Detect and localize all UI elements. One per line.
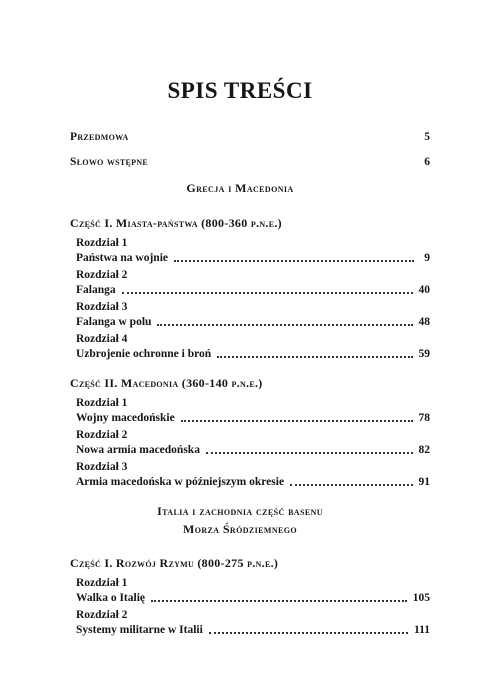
entry-title: Nowa armia macedońska xyxy=(76,444,200,456)
entry-page: 9 xyxy=(424,252,430,264)
dot-leader xyxy=(151,600,407,602)
entry-title: Systemy militarne w Italii xyxy=(76,624,203,636)
entry-page: 105 xyxy=(412,592,430,604)
page-title: SPIS TREŚCI xyxy=(167,78,313,103)
entry-title: Państwa na wojnie xyxy=(76,252,169,264)
toc-entry-preface[interactable] xyxy=(70,130,430,144)
entry-title: Słowo wstępne xyxy=(70,156,149,168)
entry-page: 59 xyxy=(418,348,430,360)
entry-title: Uzbrojenie ochronne i broń xyxy=(76,348,212,360)
chapter-label: Rozdział 4 xyxy=(76,333,128,345)
dot-leader xyxy=(290,484,412,486)
chapter-label: Rozdział 3 xyxy=(76,461,128,473)
entry-page: 111 xyxy=(414,624,430,636)
toc-entry[interactable] xyxy=(76,475,430,489)
dot-leader xyxy=(122,292,413,294)
toc-entry[interactable] xyxy=(76,315,430,329)
chapter-label: Rozdział 3 xyxy=(76,301,128,313)
toc-entry[interactable] xyxy=(76,623,430,637)
chapter-label: Rozdział 1 xyxy=(76,397,128,409)
section-heading: Italia i zachodnia część basenu xyxy=(157,504,323,518)
part-heading: Część II. Macedonia (360-140 p.n.e.) xyxy=(70,376,263,390)
dot-leader xyxy=(206,452,413,454)
entry-title: Wojny macedońskie xyxy=(76,412,175,424)
toc-entry[interactable] xyxy=(76,591,430,605)
section-heading-line2: Morza Śródziemnego xyxy=(183,522,297,536)
entry-title: Armia macedońska w późniejszym okresie xyxy=(76,476,285,488)
chapter-label: Rozdział 2 xyxy=(76,269,128,281)
entry-page: 40 xyxy=(418,284,430,296)
entry-title: Walka o Italię xyxy=(76,592,146,604)
toc-entry[interactable] xyxy=(76,251,430,265)
toc-entry[interactable] xyxy=(76,283,430,297)
entry-title: Falanga xyxy=(76,284,116,296)
dot-leader xyxy=(217,356,412,358)
entry-page: 6 xyxy=(424,156,430,168)
entry-title: Przedmowa xyxy=(70,131,129,143)
entry-title: Falanga w polu xyxy=(76,316,152,328)
toc-entry[interactable] xyxy=(76,347,430,361)
chapter-label: Rozdział 1 xyxy=(76,237,128,249)
part-heading: Część I. Rozwój Rzymu (800-275 p.n.e.) xyxy=(70,556,279,570)
toc-entry[interactable] xyxy=(76,411,430,425)
entry-page: 78 xyxy=(418,412,430,424)
chapter-label: Rozdział 2 xyxy=(76,609,128,621)
dot-leader xyxy=(174,260,414,262)
dot-leader xyxy=(157,324,412,326)
entry-page: 82 xyxy=(418,444,430,456)
dot-leader xyxy=(181,420,413,422)
toc-entry[interactable] xyxy=(76,443,430,457)
entry-page: 5 xyxy=(424,131,430,143)
entry-page: 91 xyxy=(418,476,430,488)
chapter-label: Rozdział 1 xyxy=(76,577,128,589)
section-heading: Grecja i Macedonia xyxy=(186,181,294,195)
dot-leader xyxy=(209,632,408,634)
chapter-label: Rozdział 2 xyxy=(76,429,128,441)
toc-entry-introduction[interactable] xyxy=(70,155,430,169)
part-heading: Część I. Miasta-państwa (800-360 p.n.e.) xyxy=(70,216,282,230)
entry-page: 48 xyxy=(418,316,430,328)
